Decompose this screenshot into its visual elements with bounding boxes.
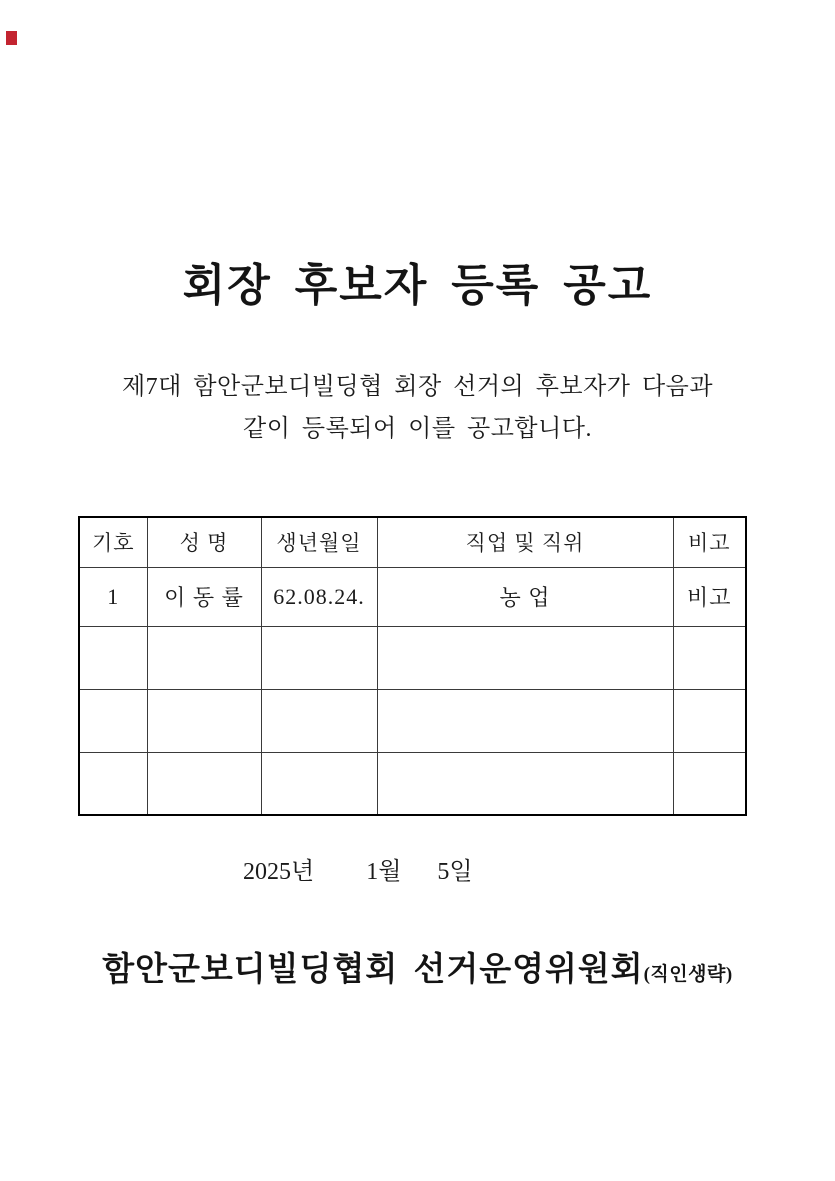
cell-name: 이 동 률 [147,567,261,626]
cell-occupation [377,689,673,752]
announcement-text [0,366,835,450]
issuer-organization: 함안군보디빌딩협회 선거운영위원회 [102,952,644,988]
seal-omitted-note: (직인생략) [643,964,733,985]
table-row [79,567,746,626]
cell-number [79,626,147,689]
cell-occupation [377,752,673,815]
cell-name [147,626,261,689]
cell-birthdate [261,752,377,815]
date-month: 1월 [366,859,402,885]
cell-birthdate [261,626,377,689]
cell-remarks [673,626,746,689]
cell-remarks: 비고 [673,567,746,626]
announcement-text-line-2: 같이 등록되어 이를 공고합니다. [243,416,592,442]
table-row-empty [79,689,746,752]
date-year: 2025년 [243,859,315,885]
col-header-name: 성 명 [147,517,261,567]
announcement-text-line-1: 제7대 함안군보디빌딩협 회장 선거의 후보자가 다음과 [121,374,714,400]
col-header-birthdate: 생년월일 [261,517,377,567]
table-header-row [79,517,746,567]
date-line [243,851,473,886]
cell-number [79,689,147,752]
table-row-empty [79,752,746,815]
red-scan-mark [6,31,17,45]
cell-name [147,752,261,815]
cell-occupation: 농 업 [377,567,673,626]
table-row-empty [79,626,746,689]
cell-remarks [673,689,746,752]
date-day: 5일 [437,859,473,885]
col-header-occupation: 직업 및 직위 [377,517,673,567]
col-header-number: 기호 [79,517,147,567]
cell-occupation [377,626,673,689]
cell-number [79,752,147,815]
issuer-line [0,943,835,990]
col-header-remarks: 비고 [673,517,746,567]
candidate-table [78,516,747,816]
cell-birthdate: 62.08.24. [261,567,377,626]
cell-birthdate [261,689,377,752]
cell-remarks [673,752,746,815]
cell-name [147,689,261,752]
document-title: 회장 후보자 등록 공고 [182,261,653,310]
cell-number: 1 [79,567,147,626]
